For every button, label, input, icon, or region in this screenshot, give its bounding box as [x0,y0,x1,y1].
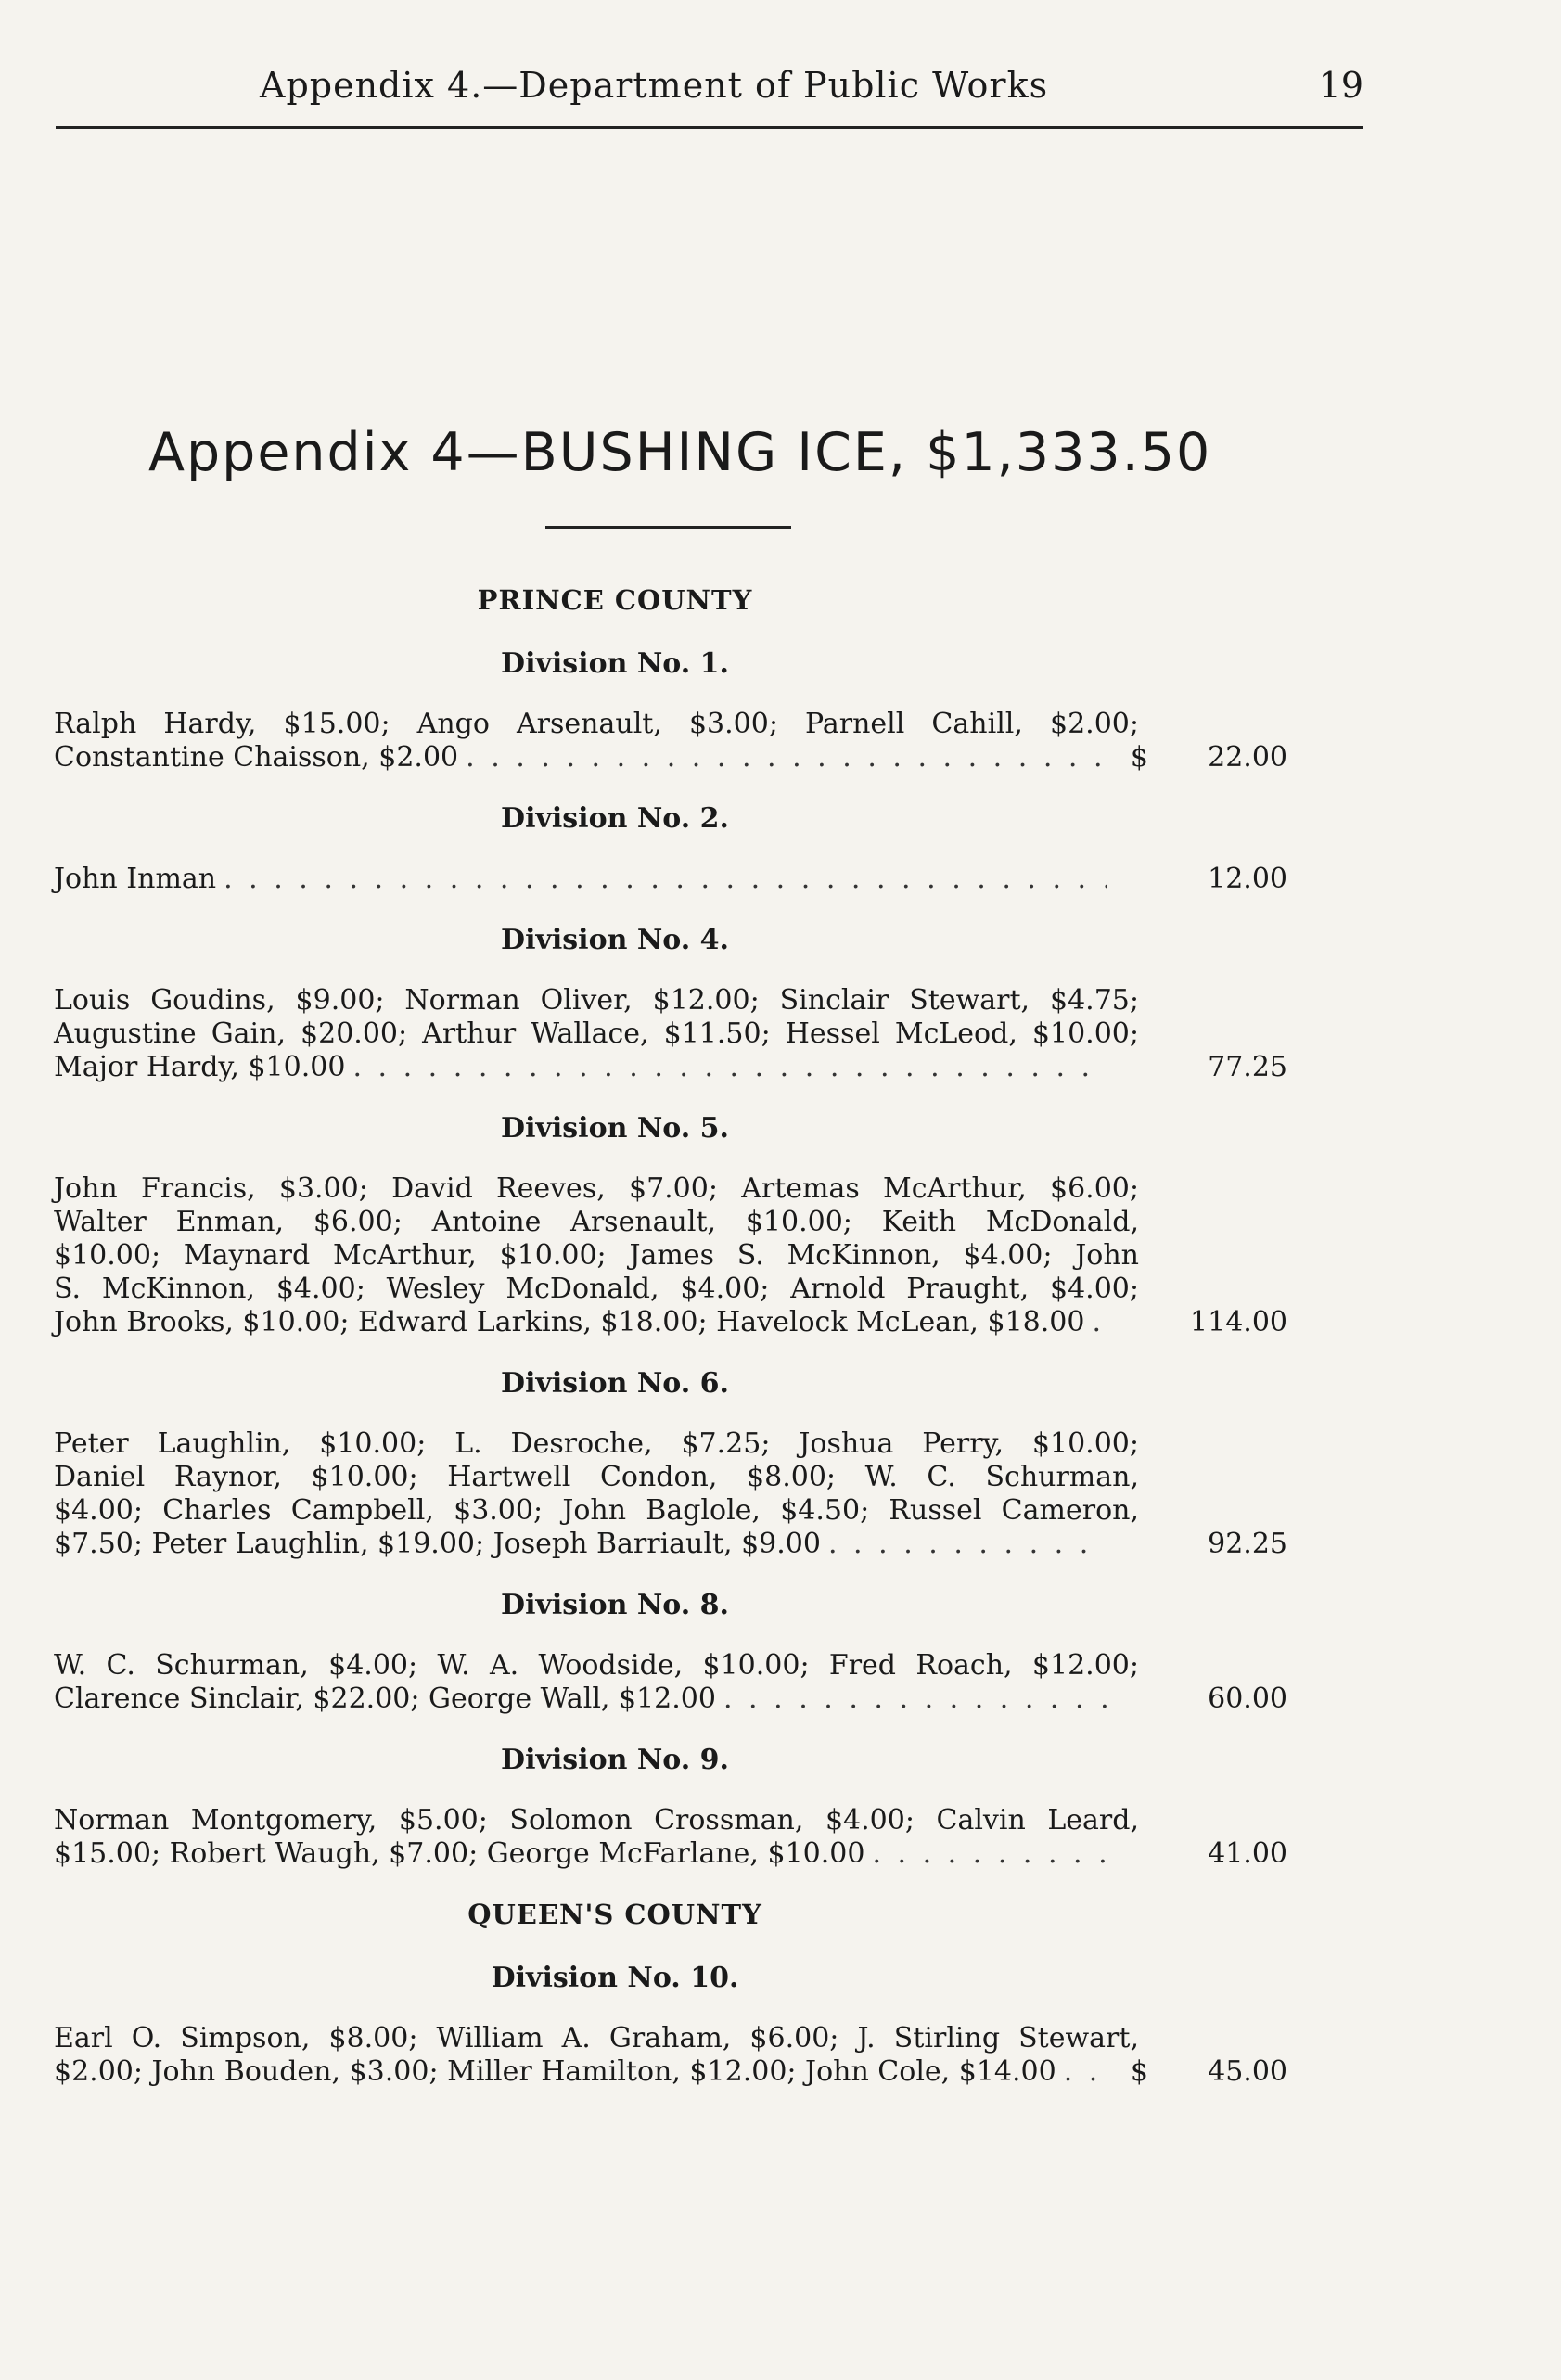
division-heading: Division No. 1. [501,647,729,680]
dot-leaders [872,1837,1107,1871]
division-entry [54,2022,1287,2089]
entry-line: Clarence Sinclair, $22.00; George Wall, $12.00 [54,1683,716,1715]
entry-line: John Francis, $3.00; David Reeves, $7.00; Artemas McArthur, $6.00; [54,1172,1139,1205]
division-entry [54,1649,1287,1716]
division-total: 114.00 [1190,1306,1287,1338]
division-entry [54,708,1287,774]
dot-leaders [723,1683,1107,1716]
division-total: 77.25 [1208,1051,1287,1083]
division-entry [54,984,1287,1084]
dollar-sign: $ [1130,2055,1148,2088]
entry-line: Augustine Gain, $20.00; Arthur Wallace, $11.50; Hessel McLeod, $10.00; [54,1017,1139,1050]
entry-text [54,1649,1139,1716]
entry-last-line [54,741,1148,774]
entry-line: S. McKinnon, $4.00; Wesley McDonald, $4.00; Arnold Praught, $4.00; [54,1273,1139,1305]
appendix-title: Appendix 4—BUSHING ICE, $1,333.50 [148,422,1212,483]
division-entry [54,1427,1287,1561]
division-total: 41.00 [1208,1837,1287,1870]
title-rule [545,526,791,529]
division-entry [54,863,1287,896]
division-heading: Division No. 9. [501,1744,729,1776]
entry-text [54,1427,1139,1561]
entry-line: $10.00; Maynard McArthur, $10.00; James S. McKinnon, $4.00; John [54,1239,1139,1272]
entry-line: Daniel Raynor, $10.00; Hartwell Condon, $8.00; W. C. Schurman, [54,1461,1139,1493]
division-total: 92.25 [1208,1528,1287,1560]
entry-last-line [54,1528,1148,1561]
entry-line: John Inman [54,863,217,895]
entry-line: W. C. Schurman, $4.00; W. A. Woodside, $10.00; Fred Roach, $12.00; [54,1649,1139,1682]
running-header [56,65,1363,129]
entry-last-line [54,1051,1148,1084]
page-number: 19 [1318,65,1363,106]
entry-text [54,984,1139,1084]
entry-line: $15.00; Robert Waugh, $7.00; George McFarlane, $10.00 [54,1837,865,1870]
entry-text [54,1172,1139,1339]
division-heading: Division No. 2. [501,802,729,835]
division-listing [54,568,1287,2117]
entry-line: John Brooks, $10.00; Edward Larkins, $18.00; Havelock McLean, $18.00 [54,1306,1085,1338]
division-total: 45.00 [1208,2055,1287,2088]
entry-last-line [54,1837,1148,1871]
dot-leaders [828,1528,1107,1561]
dollar-sign: $ [1130,741,1148,774]
division-total: 22.00 [1208,741,1287,774]
running-title: Appendix 4.—Department of Public Works [260,65,1049,106]
county-heading: QUEEN'S COUNTY [467,1899,762,1930]
division-entry [54,1172,1287,1339]
entry-last-line [54,1306,1148,1339]
entry-text [54,2022,1148,2089]
entry-line: Walter Enman, $6.00; Antoine Arsenault, $10.00; Keith McDonald, [54,1206,1139,1238]
division-heading: Division No. 10. [491,1962,739,1994]
entry-line: Earl O. Simpson, $8.00; William A. Graham, $6.00; J. Stirling Stewart, [54,2022,1139,2054]
division-entry [54,1804,1287,1871]
entry-line: Major Hardy, $10.00 [54,1051,346,1083]
county-heading: PRINCE COUNTY [477,584,753,616]
entry-line: Louis Goudins, $9.00; Norman Oliver, $12.00; Sinclair Stewart, $4.75; [54,984,1139,1017]
entry-line: Peter Laughlin, $10.00; L. Desroche, $7.25; Joshua Perry, $10.00; [54,1427,1139,1460]
dot-leaders [466,741,1107,774]
entry-line: Norman Montgomery, $5.00; Solomon Crossman, $4.00; Calvin Leard, [54,1804,1139,1836]
entry-last-line [54,863,1148,896]
division-total: 12.00 [1208,863,1287,895]
dot-leaders [352,1051,1107,1084]
entry-last-line [54,2055,1148,2089]
entry-line: $4.00; Charles Campbell, $3.00; John Baglole, $4.50; Russel Cameron, [54,1494,1139,1527]
division-heading: Division No. 8. [501,1589,729,1621]
entry-last-line [54,1683,1148,1716]
entry-text [54,1804,1139,1871]
entry-text [54,863,1139,896]
division-heading: Division No. 6. [501,1367,729,1400]
entry-line: $7.50; Peter Laughlin, $19.00; Joseph Barriault, $9.00 [54,1528,821,1560]
entry-line: $2.00; John Bouden, $3.00; Miller Hamilton, $12.00; John Cole, $14.00 [54,2055,1056,2088]
entry-text [54,708,1148,774]
division-heading: Division No. 5. [501,1112,729,1145]
entry-line: Constantine Chaisson, $2.00 [54,741,459,774]
dot-leaders [1064,2055,1107,2089]
dot-leaders [224,863,1107,896]
division-total: 60.00 [1208,1683,1287,1715]
dot-leaders [1092,1306,1107,1339]
division-heading: Division No. 4. [501,924,729,956]
entry-line: Ralph Hardy, $15.00; Ango Arsenault, $3.00; Parnell Cahill, $2.00; [54,708,1139,740]
